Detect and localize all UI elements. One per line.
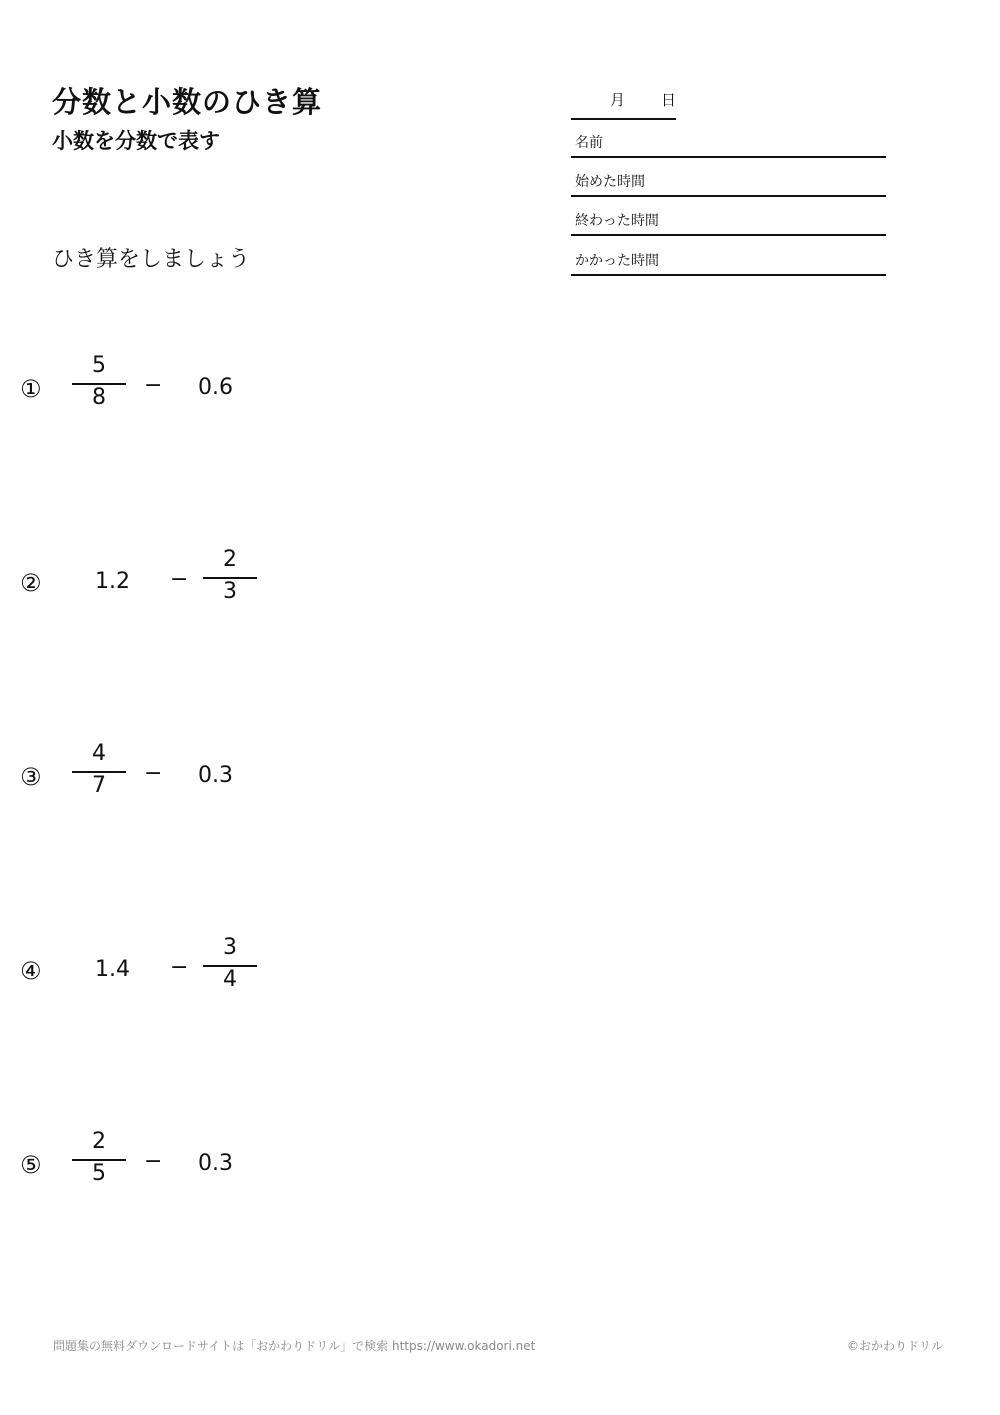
problem-5 [0,1125,400,1205]
end-time-label: 終わった時間 [575,213,659,229]
numerator: 5 [92,353,106,378]
name-field [571,121,886,158]
denominator: 5 [92,1161,106,1186]
minus-operator: − [170,955,189,980]
end-time-field [571,199,886,236]
numerator: 3 [223,935,237,960]
page-subtitle: 小数を分数で表す [52,129,220,153]
month-label: 月 [610,91,626,109]
footer-site-text: 問題集の無料ダウンロードサイトは「おかわりドリル」で検索 https://www.okadori.net [53,1339,536,1353]
denominator: 7 [92,773,106,798]
denominator: 8 [92,385,106,410]
fraction [72,737,126,807]
duration-label: かかった時間 [575,253,659,269]
minus-operator: − [170,567,189,592]
duration-field [571,239,886,276]
name-label: 名前 [575,135,603,151]
problem-number: ④ [20,957,42,985]
decimal-value: 1.4 [95,957,130,982]
problem-4 [0,931,400,1011]
decimal-value: 0.3 [198,763,233,788]
problem-2 [0,543,400,623]
fraction [72,1125,126,1195]
instruction-text: ひき算をしましょう [52,247,251,272]
fraction [203,543,257,613]
decimal-value: 0.3 [198,1151,233,1176]
start-time-label: 始めた時間 [575,174,645,190]
problem-3 [0,737,400,817]
denominator: 4 [223,967,237,992]
day-label: 日 [661,91,677,109]
fraction [72,349,126,419]
problem-number: ② [20,569,42,597]
numerator: 4 [92,741,106,766]
decimal-value: 0.6 [198,375,233,400]
problem-number: ⑤ [20,1151,42,1179]
problem-1 [0,349,400,429]
numerator: 2 [223,547,237,572]
minus-operator: − [144,1149,163,1174]
numerator: 2 [92,1129,106,1154]
start-time-field [571,160,886,197]
problem-number: ③ [20,763,42,791]
fraction [203,931,257,1001]
date-field [571,86,676,120]
page-title: 分数と小数のひき算 [52,85,323,119]
minus-operator: − [144,373,163,398]
footer-copyright: ©おかわりドリル [847,1339,944,1353]
minus-operator: − [144,761,163,786]
problem-number: ① [20,375,42,403]
decimal-value: 1.2 [95,569,130,594]
denominator: 3 [223,579,237,604]
